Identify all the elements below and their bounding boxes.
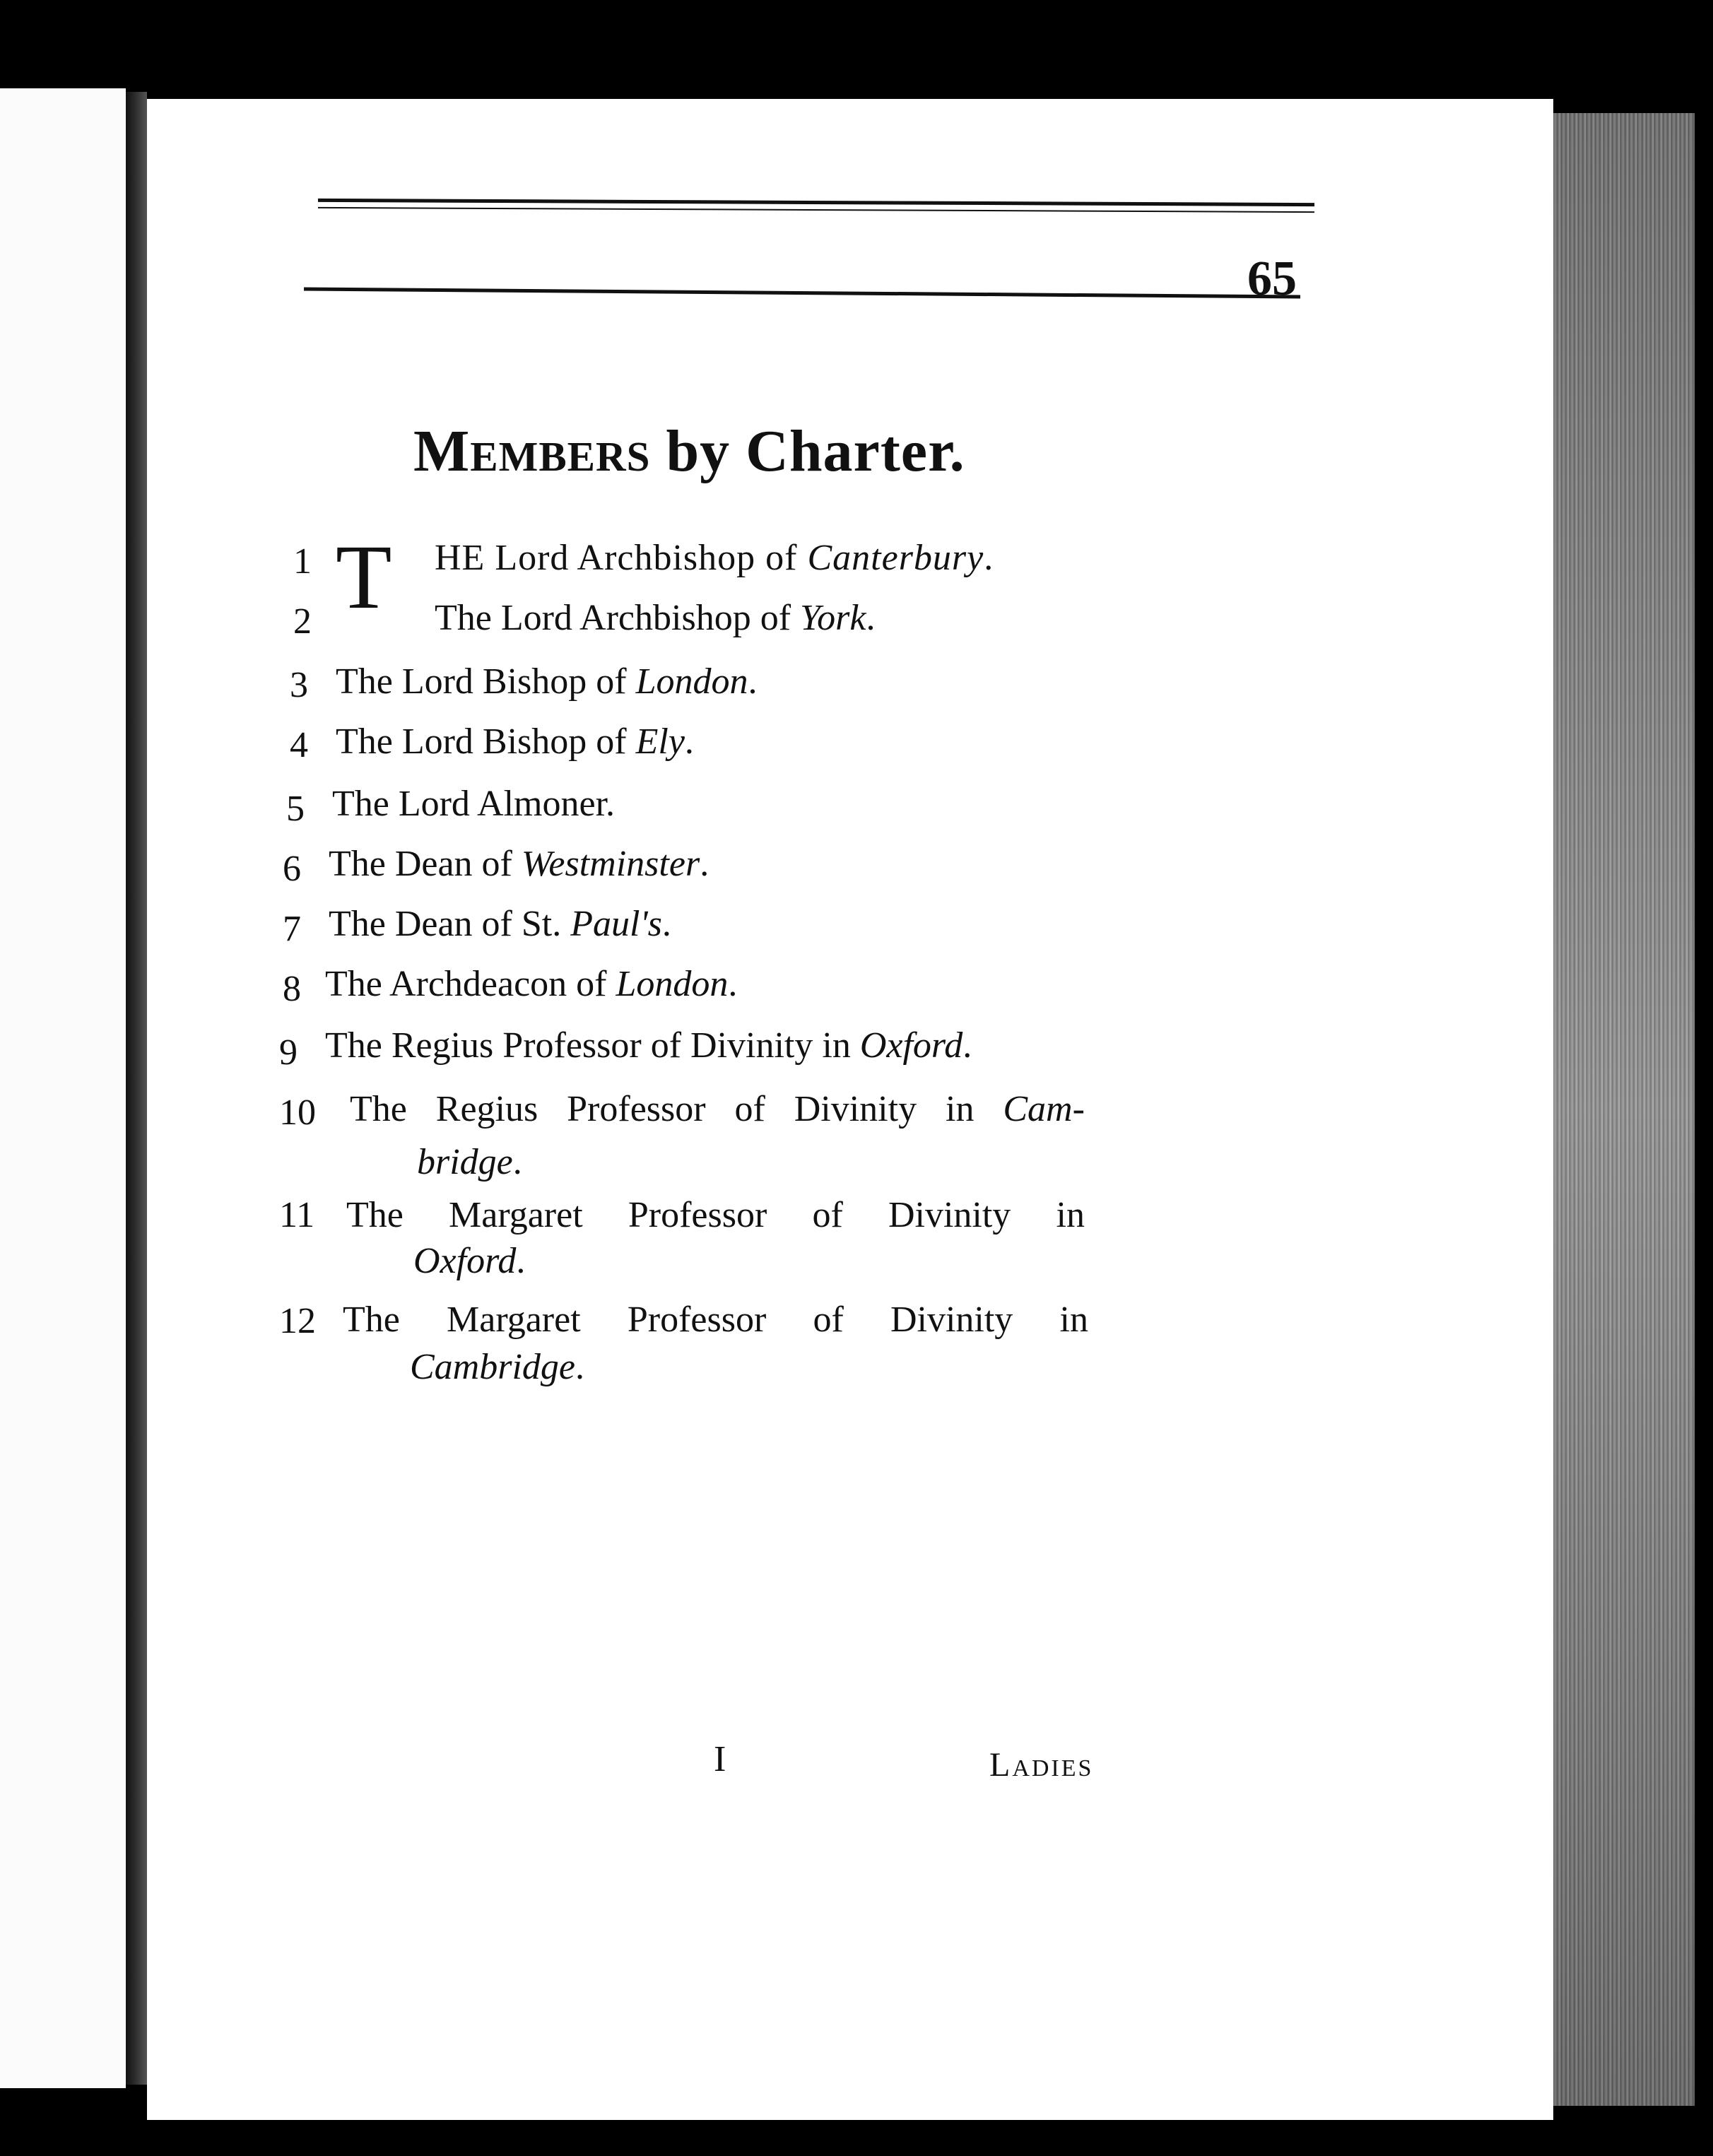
entry-text-line: The Regius Professor of Divinity in Cam- [350, 1089, 1085, 1129]
entry-number: 5 [286, 789, 305, 829]
entry-number: 9 [279, 1032, 298, 1073]
heading-by-charter: by Charter. [666, 418, 965, 484]
page-heading [413, 417, 965, 485]
book-gutter [126, 92, 147, 2085]
entry-text-line: The Margaret Professor of Divinity in [343, 1300, 1088, 1340]
show-through-text [1066, 452, 1078, 509]
entry-number: 3 [290, 665, 308, 705]
entry-text: The Regius Professor of Divinity in Oxford. [325, 1025, 972, 1066]
catchword: Ladies [989, 1746, 1094, 1784]
fore-edge-shading [1553, 113, 1695, 2106]
entry-text: The Lord Almoner. [332, 784, 616, 824]
left-page-edge [0, 88, 126, 2088]
entry-number: 4 [290, 725, 308, 765]
entry-number: 10 [279, 1092, 316, 1133]
entry-text: The Lord Bishop of Ely. [336, 721, 694, 762]
entry-text: The Archdeacon of London. [325, 964, 738, 1004]
entry-text: The Lord Bishop of London. [336, 661, 758, 702]
entry-text-continuation: bridge. [417, 1142, 522, 1182]
entry-text: HE Lord Archbishop of Canterbury. [435, 538, 994, 578]
entry-number: 2 [293, 601, 312, 642]
entry-number: 11 [279, 1195, 315, 1235]
entry-number: 1 [293, 541, 312, 582]
drop-capital: T [336, 526, 392, 628]
entry-text-continuation: Cambridge. [410, 1347, 584, 1387]
entry-text-continuation: Oxford. [413, 1241, 526, 1281]
entry-text: The Dean of Westminster. [329, 844, 710, 884]
signature-mark: I [714, 1739, 726, 1779]
entry-text-line: The Margaret Professor of Divinity in [346, 1195, 1085, 1235]
page-number: 65 [1247, 252, 1297, 306]
entry-text: The Dean of St. Paul's. [329, 904, 671, 944]
entry-text: The Lord Archbishop of York. [435, 598, 876, 638]
entry-number: 6 [283, 849, 301, 889]
entry-number: 8 [283, 969, 301, 1009]
entry-number: 12 [279, 1301, 316, 1341]
entry-number: 7 [283, 909, 301, 949]
heading-members: Members [413, 418, 651, 484]
